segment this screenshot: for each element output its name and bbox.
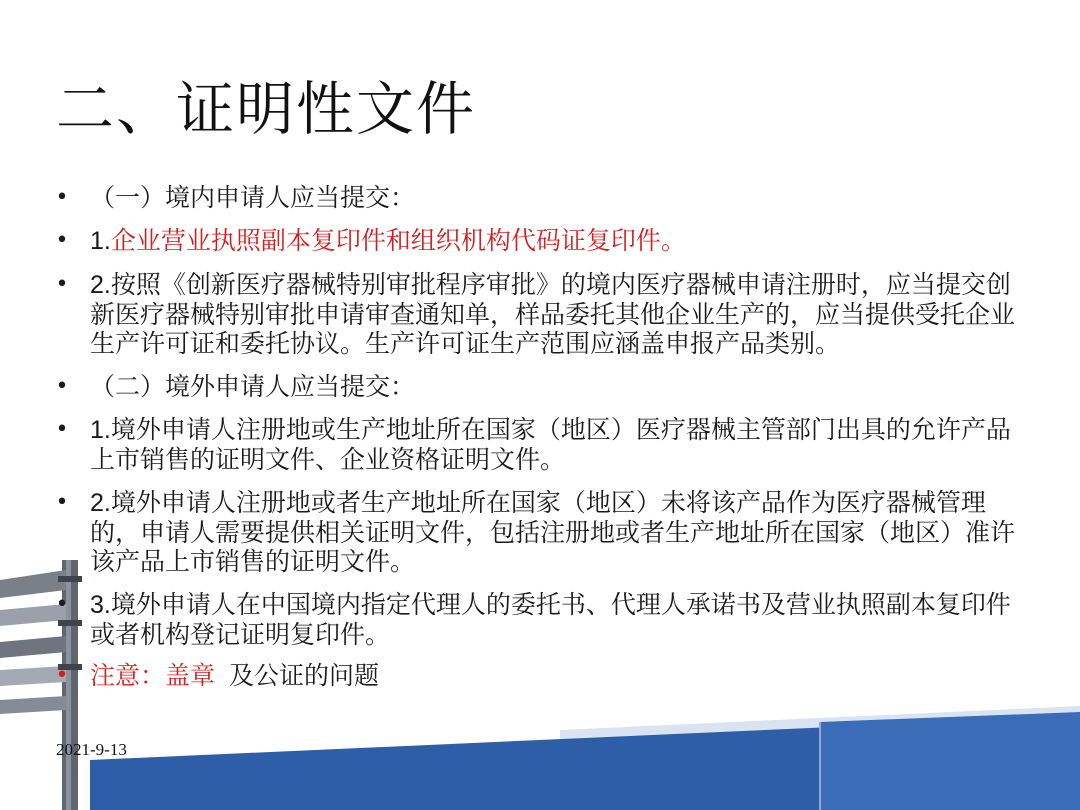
bullet-dot: • xyxy=(55,374,69,399)
item-number: 2. xyxy=(90,489,111,517)
bullet-dot: • xyxy=(55,185,69,210)
band-gloss xyxy=(820,712,1080,810)
item-number: 3. xyxy=(90,591,111,619)
list-item xyxy=(52,488,1027,576)
list-item xyxy=(52,372,1027,401)
item-number: 1. xyxy=(90,416,111,444)
bullet-dot: • xyxy=(55,272,69,297)
item-text-red: 企业营业执照副本复印件和组织机构代码证复印件。 xyxy=(110,226,686,255)
slide-date: 2021-9-13 xyxy=(56,740,127,759)
bullet-dot: • xyxy=(55,417,69,442)
bullet-dot: • xyxy=(55,592,69,617)
item-number: 2. xyxy=(90,271,111,299)
item-text: （一）境内申请人应当提交： xyxy=(90,183,416,212)
list-item xyxy=(52,270,1027,358)
note-red: 盖章 xyxy=(165,661,216,690)
bullet-list xyxy=(52,183,1027,690)
item-number: 1. xyxy=(90,227,111,255)
list-item xyxy=(52,661,1027,690)
slide-title: 二、证明性文件 xyxy=(56,75,477,143)
bullet-dot: • xyxy=(55,663,69,688)
note-label: 注意： xyxy=(90,661,166,690)
item-text: 境外申请人注册地或者生产地址所在国家（地区）未将该产品作为医疗器械管理的，申请人需要提供相关证明文件，包括注册地或者生产地址所在国家（地区）准许该产品上市销售的证明文件。 xyxy=(90,488,1016,576)
bullet-dot: • xyxy=(55,228,69,253)
item-text: （二）境外申请人应当提交： xyxy=(90,372,416,401)
note-rest: 及公证的问题 xyxy=(229,661,380,690)
list-item xyxy=(52,226,1027,256)
list-item xyxy=(52,183,1027,212)
item-text: 按照《创新医疗器械特别审批程序审批》的境内医疗器械申请注册时，应当提交创新医疗器械特别审批申请审查通知单，样品委托其他企业生产的，应当提供受托企业生产许可证和委托协议。生产许可证生产范围应涵盖申报产品类别。 xyxy=(90,270,1016,358)
item-text: 境外申请人在中国境内指定代理人的委托书、代理人承诺书及营业执照副本复印件或者机构登记证明复印件。 xyxy=(90,590,1011,649)
list-item xyxy=(52,415,1027,474)
list-item xyxy=(52,590,1027,649)
item-text: 境外申请人注册地或生产地址所在国家（地区）医疗器械主管部门出具的允许产品上市销售的证明文件、企业资格证明文件。 xyxy=(90,415,1011,474)
bullet-dot: • xyxy=(55,490,69,515)
